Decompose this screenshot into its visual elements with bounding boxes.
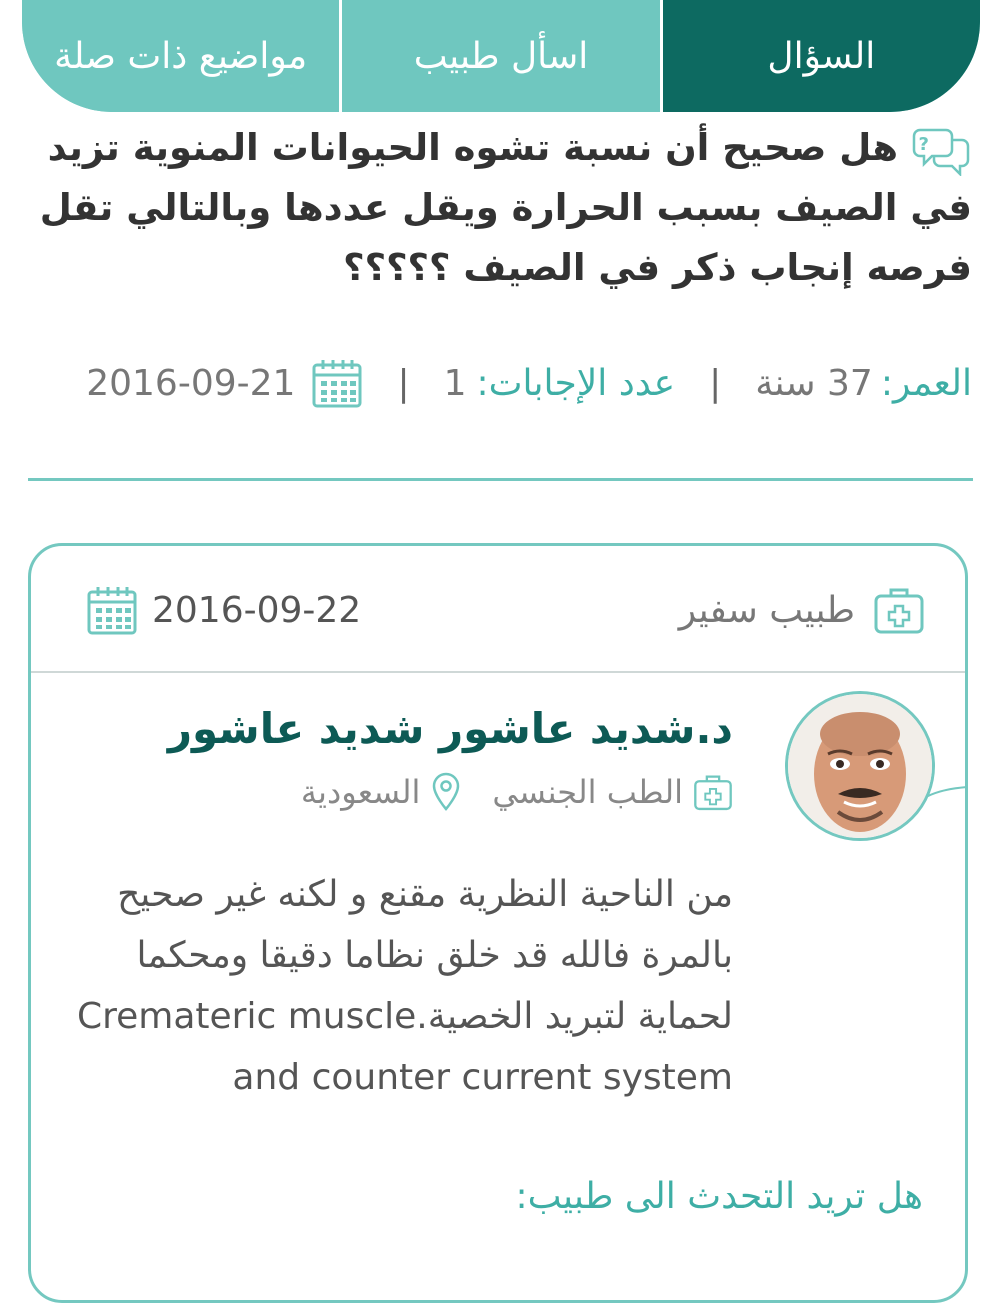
tab-ask-doctor[interactable]: اسأل طبيب — [342, 0, 662, 112]
answers-count: 1 — [443, 362, 467, 404]
doctor-avatar-wrap[interactable] — [775, 691, 935, 851]
doctor-specialty: الطب الجنسي — [492, 773, 683, 811]
tab-question[interactable]: السؤال — [663, 0, 980, 112]
tab-related-topics[interactable]: مواضيع ذات صلة — [22, 0, 342, 112]
question-block — [27, 118, 972, 298]
avatar[interactable] — [785, 691, 935, 841]
question-text: هل صحيح أن نسبة تشوه الحيوانات المنوية تزيد في الصيف بسبب الحرارة ويقل عددها وبالتالي تقل فرصه إنجاب ذكر في الصيف ؟؟؟؟؟ — [39, 126, 972, 289]
chat-question-icon — [912, 124, 972, 176]
tab-bar — [22, 0, 980, 112]
location-pin-icon — [430, 771, 462, 813]
separator: | — [397, 362, 410, 404]
answer-line: بالمرة فالله قد خلق نظاما دقيقا ومحكما — [136, 935, 733, 976]
answers-label: عدد الإجابات: — [476, 362, 676, 404]
answer-source-label: طبيب سفير — [678, 589, 855, 631]
question-meta — [86, 352, 972, 414]
answer-text — [76, 864, 733, 1108]
calendar-icon — [86, 584, 138, 636]
age-label: العمر: — [880, 362, 972, 404]
answer-source — [679, 584, 925, 636]
answer-date-text: 2016-09-22 — [152, 589, 362, 631]
talk-to-doctor-prompt: هل تريد التحدث الى طبيب: — [515, 1176, 923, 1217]
age-value: 37 سنة — [755, 362, 873, 404]
answer-date — [86, 584, 361, 636]
answer-card — [28, 543, 968, 1303]
separator: | — [709, 362, 722, 404]
answer-line: and counter current system — [232, 1057, 733, 1098]
doctor-photo — [788, 694, 932, 838]
calendar-icon — [311, 357, 363, 409]
doctor-name[interactable]: د.شديد عاشور شديد عاشور — [167, 704, 733, 753]
answer-line: لحماية لتبريد الخصية.Cremateric muscle — [76, 996, 733, 1037]
medical-kit-icon — [693, 772, 733, 812]
answer-line: من الناحية النظرية مقنع و لكنه غير صحيح — [117, 874, 733, 915]
svg-text:?: ? — [918, 133, 929, 155]
divider — [28, 478, 973, 481]
question-date: 2016-09-21 — [86, 362, 296, 404]
medical-kit-icon — [873, 584, 925, 636]
doctor-info — [301, 771, 733, 813]
doctor-country: السعودية — [300, 773, 421, 811]
answer-card-header — [31, 546, 965, 673]
